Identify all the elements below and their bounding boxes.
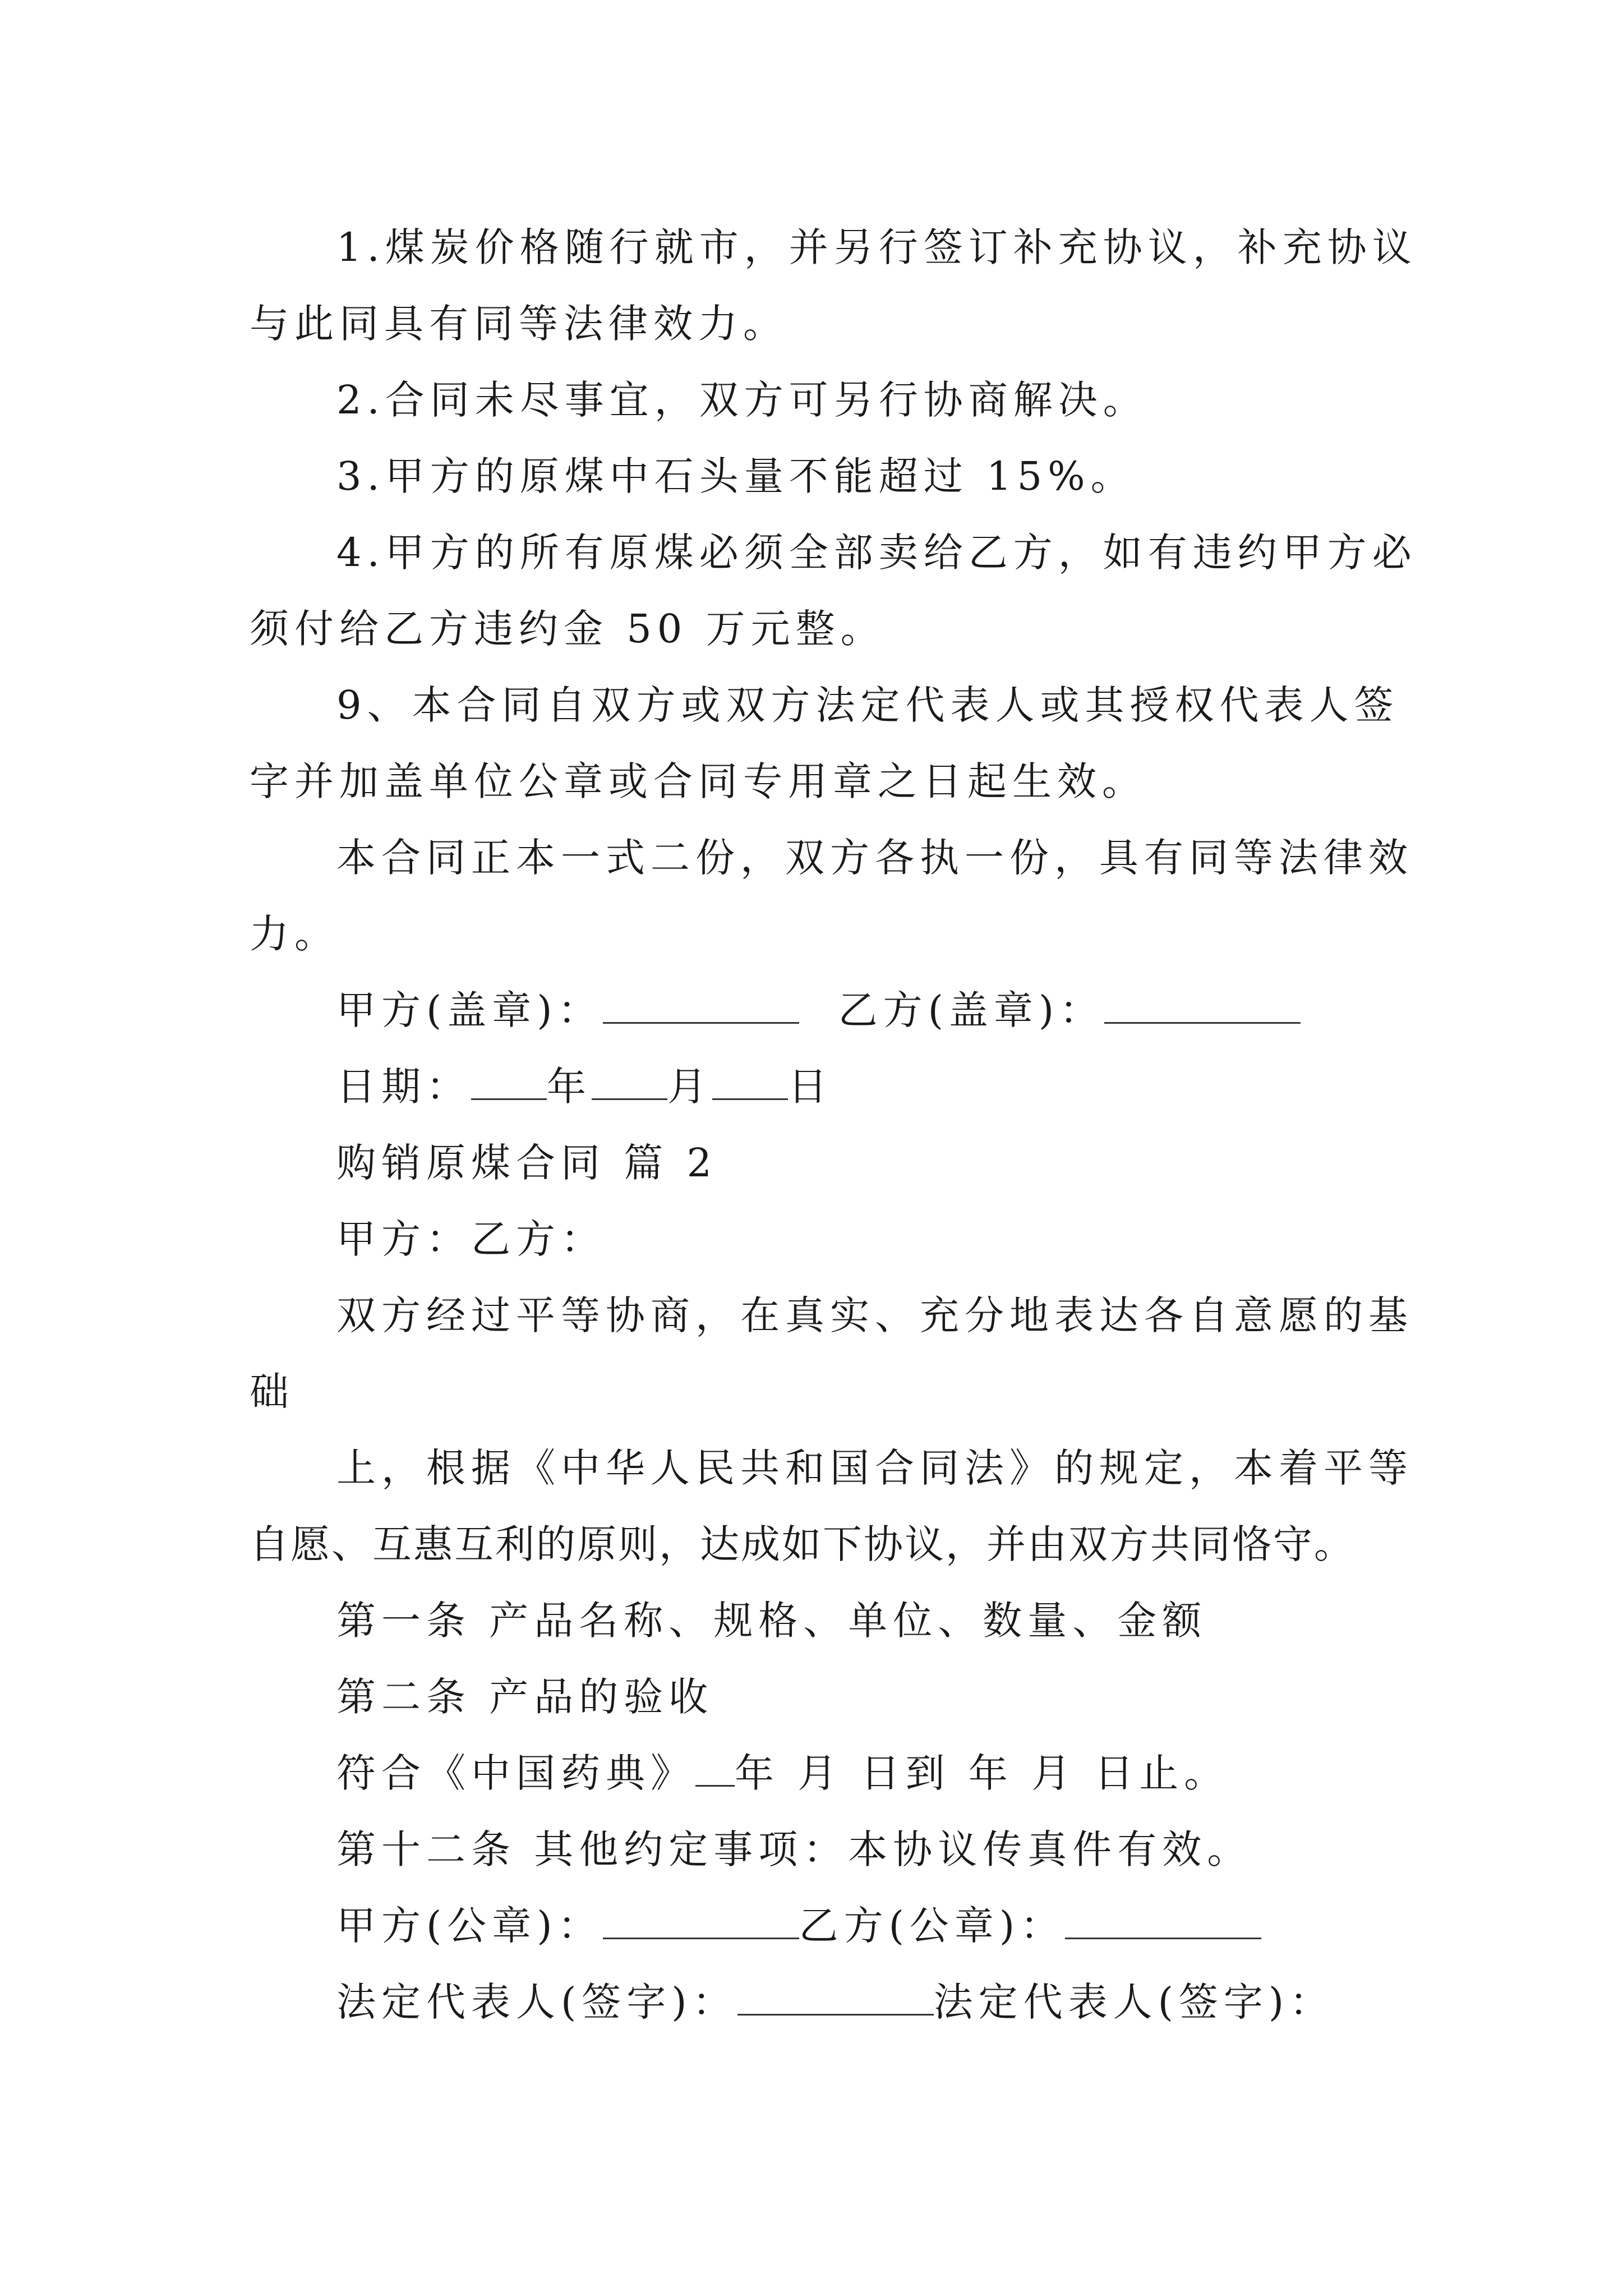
- date-line: [250, 1048, 1481, 1125]
- article-1: 第一条 产品名称、规格、单位、数量、金额: [336, 1598, 1207, 1644]
- representative-line: [250, 1964, 1481, 2040]
- intro-line-2: 础: [250, 1369, 294, 1415]
- article-2: 第二条 产品的验收: [336, 1674, 714, 1720]
- year-label: 年: [547, 1064, 592, 1110]
- rep-a-label: 法定代表人(签字)：: [336, 1979, 737, 2025]
- clause-4-line-2: 须付给乙方违约金 50 万元整。: [250, 606, 886, 652]
- intro-line-4: 自愿、互惠互利的原则，达成如下协议，并由双方共同恪守。: [250, 1521, 1355, 1567]
- clause-4-line-1: 4.甲方的所有原煤必须全部卖给乙方，如有违约甲方必: [336, 530, 1417, 576]
- clause-9-line-2: 字并加盖单位公章或合同专用章之日起生效。: [250, 758, 1147, 804]
- party-a-seal-label: 甲方(盖章)：: [336, 987, 603, 1033]
- year-blank: [471, 1058, 547, 1100]
- party-a-official-seal-blank: [603, 1897, 799, 1939]
- copies-line-1: 本合同正本一式二份，双方各执一份，具有同等法律效: [336, 835, 1413, 881]
- day-label: 日: [788, 1064, 833, 1110]
- article-12: 第十二条 其他约定事项：本协议传真件有效。: [336, 1826, 1252, 1872]
- clause-1-line-1: 1.煤炭价格随行就市，并另行签订补充协议，补充协议: [336, 224, 1417, 270]
- rep-a-blank: [737, 1973, 934, 2016]
- clause-9-line-1: 9、本合同自双方或双方法定代表人或其授权代表人签: [336, 682, 1399, 728]
- party-a-seal-blank: [603, 982, 799, 1024]
- day-blank: [712, 1058, 788, 1100]
- date-label: 日期：: [336, 1064, 471, 1110]
- copies-line-2: 力。: [250, 911, 339, 957]
- pharmacopoeia-blank: [695, 1745, 735, 1787]
- month-blank: [592, 1058, 667, 1100]
- section-2-title: 购销原煤合同 篇 2: [336, 1140, 718, 1186]
- clause-3: 3.甲方的原煤中石头量不能超过 15%。: [336, 453, 1136, 499]
- party-b-seal-label: 乙方(盖章)：: [838, 987, 1105, 1033]
- month-label: 月: [667, 1064, 712, 1110]
- intro-line-3: 上，根据《中华人民共和国合同法》的规定，本着平等: [336, 1445, 1413, 1491]
- signature-line-1: [250, 972, 1481, 1048]
- party-b-official-seal-blank: [1065, 1897, 1261, 1939]
- parties-line: 甲方：乙方：: [336, 1216, 606, 1262]
- party-b-seal-blank: [1104, 982, 1301, 1024]
- intro-line-1: 双方经过平等协商，在真实、充分地表达各自意愿的基: [336, 1292, 1413, 1338]
- pharmacopoeia-label: 符合《中国药典》: [336, 1750, 695, 1796]
- party-a-official-seal-label: 甲方(公章)：: [336, 1903, 603, 1949]
- clause-2: 2.合同未尽事宜，双方可另行协商解决。: [336, 377, 1148, 423]
- signature-line-2: [250, 1888, 1481, 1964]
- party-b-official-seal-label: 乙方(公章)：: [799, 1903, 1066, 1949]
- pharmacopoeia-line: [250, 1735, 1481, 1811]
- clause-1-line-2: 与此同具有同等法律效力。: [250, 301, 788, 347]
- rep-b-label: 法定代表人(签字)：: [933, 1979, 1335, 2025]
- pharmacopoeia-period: 年 月 日到 年 月 日止。: [735, 1750, 1229, 1796]
